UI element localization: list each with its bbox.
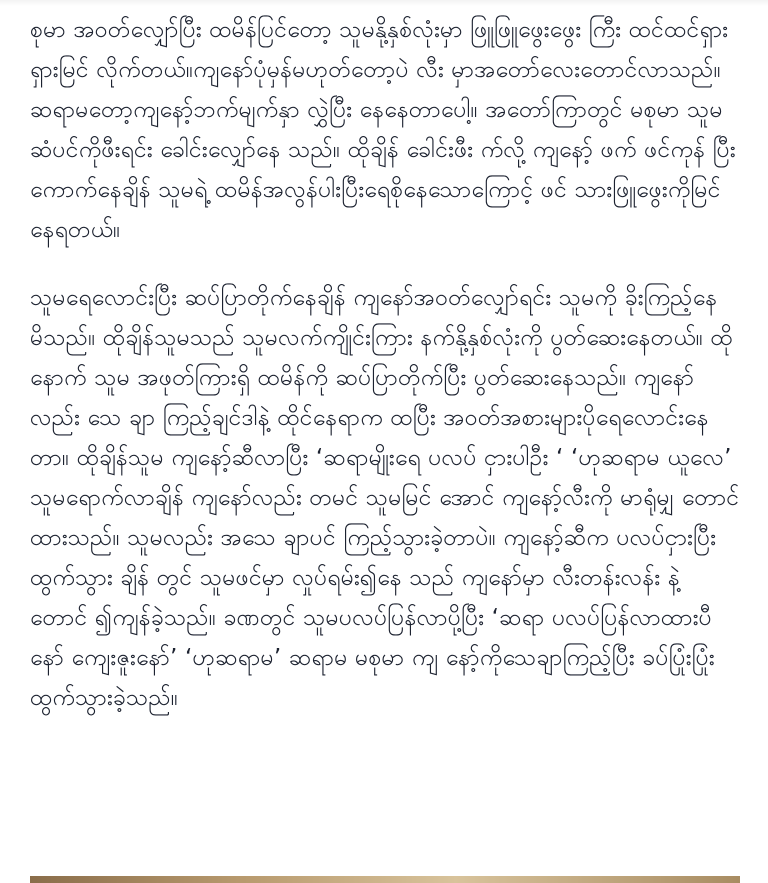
next-image-edge — [30, 876, 740, 883]
article-paragraph: သူမရေလောင်းပြီး ဆပ်ပြာတိုက်နေချိန် ကျနော်အဝတ်လျှော်ရင်း သူမကို ခိုးကြည့်နေမိသည်။ ထိုချိန်သူမသည် သူမလက်ကျိုင်းကြား နက်နို့နှစ်လုံးကို ပွတ်ဆေးနေတယ်။ ထိုနောက် သူမ အဖုတ်ကြားရှိ ထမိန်ကို ဆပ်ပြာတိုက်ပြီး ပွတ်ဆေးနေသည်။ ကျနော်လည်း သေ ချာ ကြည့်ချင်ဒါနဲ့ ထိုင်နေရာက ထပြီး အဝတ်အစားများပိုရေလောင်းနေ တာ။ ထိုချိန်သူမ ကျနော့်ဆီလာပြီး ‘ဆရာမျိုးရေ ပလပ် ငှားပါဦး ‘ ‘ဟုဆရာမ ယူလေ’ သူမရောက်လာချိန် ကျနော်လည်း တမင် သူမမြင် အောင် ကျနော့်လီးကို မာရုံမျှ တောင်ထားသည်။ သူမလည်း အသေ ချာပင် ကြည့်သွားခဲ့တာပဲ။ ကျနော့်ဆီက ပလပ်ငှားပြီးထွက်သွား ချိန် တွင် သူမဖင်မှာ လှုပ်ရမ်း၍နေ သည် ကျနော်မှာ လီးတန်းလန်း နဲ့ တောင် ၍ကျန်ခဲ့သည်။ ခဏတွင် သူမပလပ်ပြန်လာပို့ပြီး ‘ဆရာ ပလပ်ပြန်လာထားပီနော် ကျေးဇူးနော်’ ‘ဟုဆရာမ’ ဆရာမ မစုမာ ကျ နော့်ကိုသေချာကြည့်ပြီး ခပ်ပြုံးပြုံးထွက်သွားခဲ့သည်။ — [30, 285, 740, 711]
article-paragraph: စုမာ အဝတ်လျှော်ပြီး ထမိန်ပြင်တော့ သူမနို့နှစ်လုံးမှာ ဖြူဖြူဖွေးဖွေး ကြီး ထင်ထင်ရှားရှားမြင် လိုက်တယ်။ကျနော်ပုံမှန်မဟုတ်တော့ပဲ လီး မှာအတော်လေးတောင်လာသည်။ ဆရာမတော့ကျနော့်ဘက်မျက်နှာ လွှဲပြီး နေနေတာပေါ့။ အတော်ကြာတွင် မစုမာ သူမဆံပင်ကိုဖီးရင်း ခေါင်းလျှော်နေ သည်။ ထိုချိန် ခေါင်းဖီး က်လို့ ကျနော့် ဖက် ဖင်ကုန် ပြီးကောက်နေချိန် သူမရဲ့ ထမိန်အလွန်ပါးပြီးရေစိုနေသောကြောင့် ဖင် သားဖြူဖွေးကိုမြင်နေရတယ်။ — [30, 17, 736, 243]
article-body — [30, 0, 742, 860]
